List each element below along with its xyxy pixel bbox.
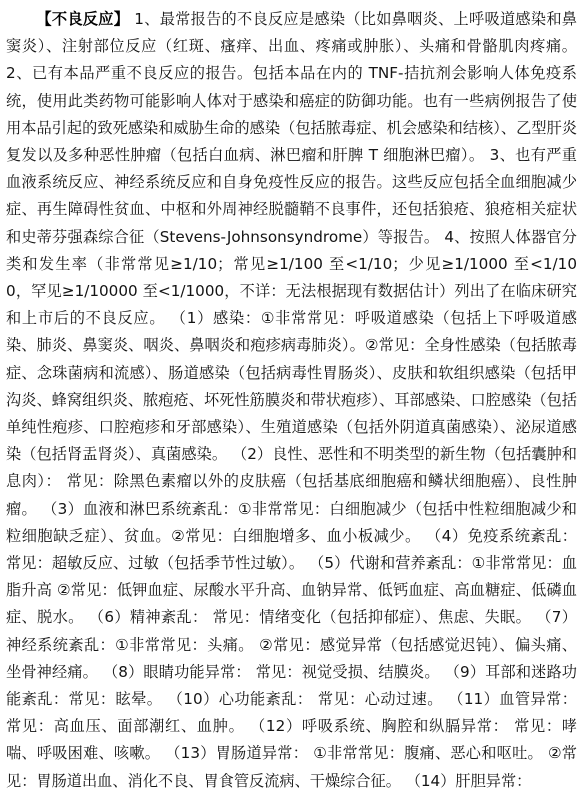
paragraph-body: 1、最常报告的不良反应是感染（比如鼻咽炎、上呼吸道感染和鼻窦炎）、注射部位反应（红斑、瘙痒、出血、疼痛或肿胀）、头痛和骨骼肌肉疼痛。 2、已有本品严重不良反应的报告。包括本品在内的 TNF-拮抗剂会影响人体免疫系统，使用此类药物可能影响人体对于感染和癌症的防御功能。也有一些病例报告了使用本品引起的致死感染和威胁生命的感染（包括脓毒症、机会感染和结核）、乙型肝炎复发以及多种恶性肿瘤（包括白血病、淋巴瘤和肝脾 T 细胞淋巴瘤）。 3、也有严重血液系统反应、神经系统反应和自身免疫性反应的报告。这些反应包括全血细胞减少症、再生障碍性贫血、中枢和外周神经脱髓鞘不良事件，还包括狼疮、狼疮相关症状和史蒂芬强森综合征（Stevens-Johnsonsyndrome）等报告。 4、按照人体器官分类和发生率（非常常见≥1/10；常见≥1/100 至<1/10；少见≥1/1000 至<1/100，罕见≥1/10000 至<1/1000，不详：无法根据现有数据估计）列出了在临床研究和上市后的不良反应。 （1）感染：①非常常见：呼吸道感染（包括上下呼吸道感染、肺炎、鼻窦炎、咽炎、鼻咽炎和疱疹病毒肺炎）。②常见：全身性感染（包括脓毒症、念珠菌病和流感）、肠道感染（包括病毒性胃肠炎）、皮肤和软组织感染（包括甲沟炎、蜂窝组织炎、脓疱疮、坏死性筋膜炎和带状疱疹）、耳部感染、口腔感染（包括单纯性疱疹、口腔疱疹和牙部感染）、生殖道感染（包括外阴道真菌感染）、泌尿道感染（包括肾盂肾炎）、真菌感染。 （2）良性、恶性和不明类型的新生物（包括囊肿和息肉）： 常见：除黑色素瘤以外的皮肤癌（包括基底细胞癌和鳞状细胞癌）、良性肿瘤。 （3）血液和淋巴系统紊乱：①非常常见：白细胞减少（包括中性粒细胞减少和粒细胞缺乏症）、贫血。②常见：白细胞增多、血小板减少。 （4）免疫系统紊乱： 常见：超敏反应、过敏（包括季节性过敏）。 （5）代谢和营养紊乱：①非常常见：血脂升高 ②常见：低钾血症、尿酸水平升高、血钠异常、低钙血症、高血糖症、低磷血症、脱水。 （6）精神紊乱： 常见：情绪变化（包括抑郁症）、焦虑、失眠。 （7）神经系统紊乱：①非常常见：头痛。 ②常见：感觉异常（包括感觉迟钝）、偏头痛、坐骨神经痛。 （8）眼睛功能异常： 常见：视觉受损、结膜炎。 （9）耳部和迷路功能紊乱：常见：眩晕。 （10）心功能紊乱： 常见：心动过速。 （11）血管异常： 常见：高血压、面部潮红、血肿。 （12）呼吸系统、胸腔和纵膈异常： 常见：哮喘、呼吸困难、咳嗽。 （13）胃肠道异常： ①非常常见：腹痛、恶心和呕吐。 ②常见：胃肠道出血、消化不良、胃食管反流病、干燥综合征。 （14）肝胆异常： (6, 10, 577, 790)
section-title: 【不良反应】 (36, 10, 130, 28)
adverse-reactions-paragraph (6, 6, 577, 795)
